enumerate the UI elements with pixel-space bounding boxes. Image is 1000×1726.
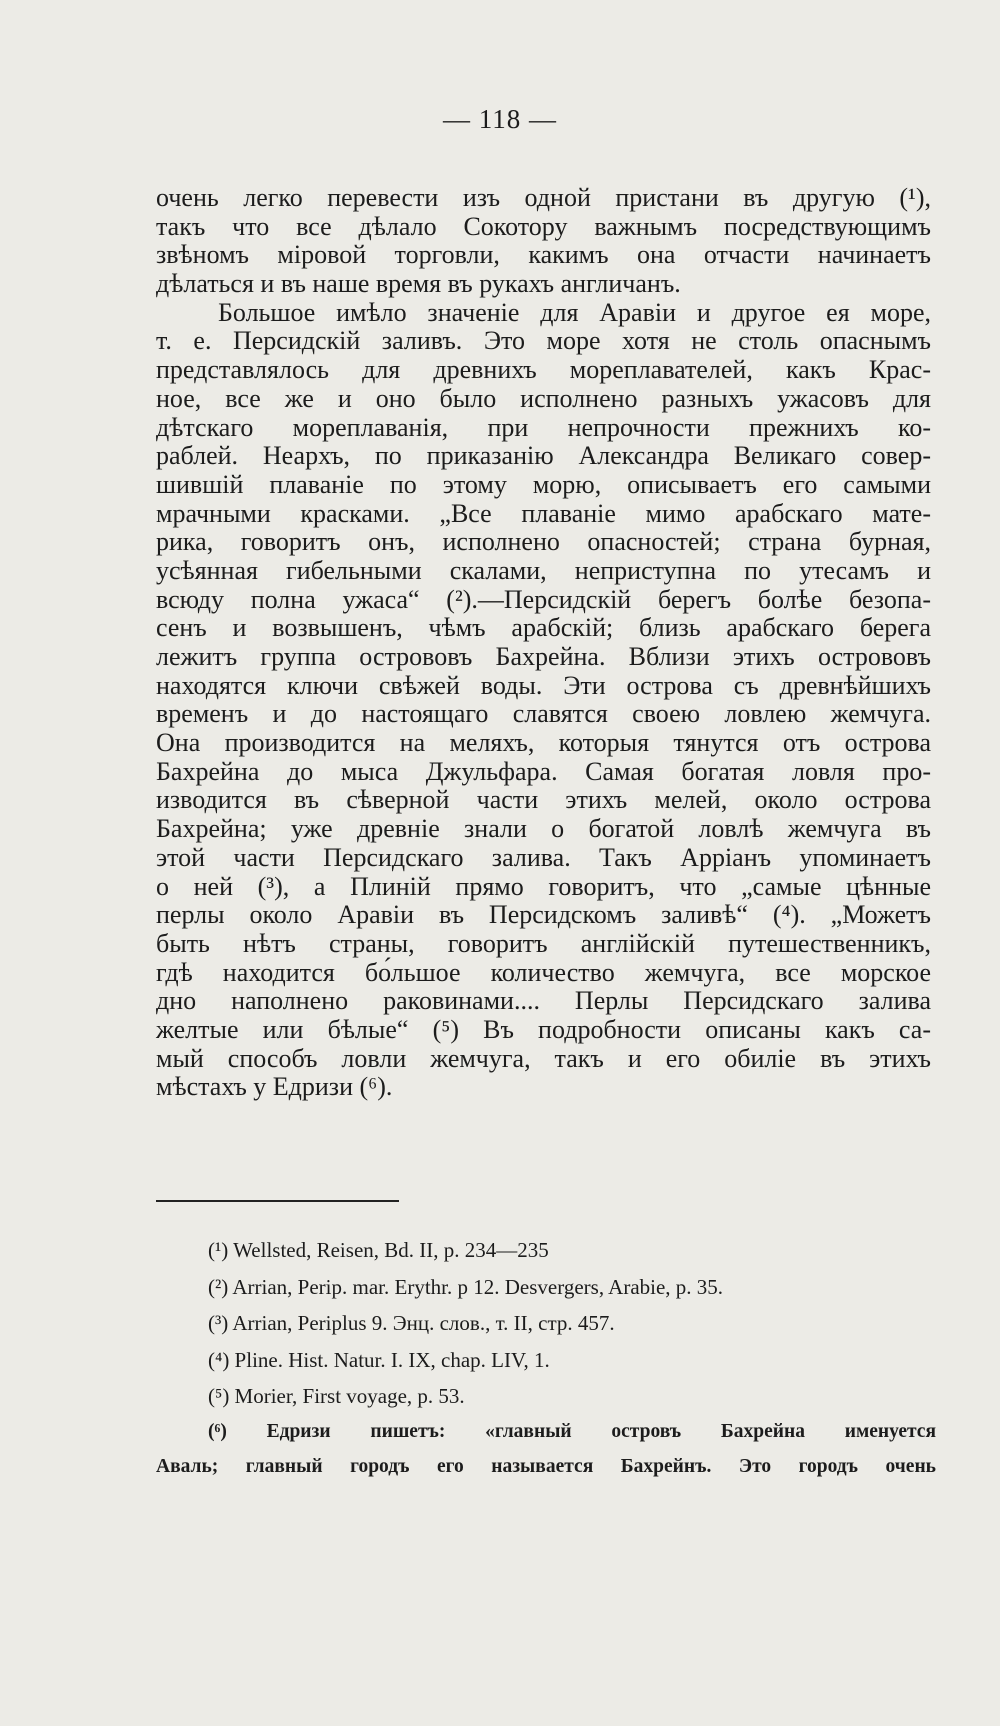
footnote-6-line: Аваль; главный городъ его называется Бахрейнъ. Это городъ очень [156,1456,936,1477]
text-line: звѣномъ міровой торговли, какимъ она отчасти начинаетъ [156,240,931,270]
text-line: перлы около Аравіи въ Персидскомъ заливѣ“ (⁴). „Можетъ [156,900,931,930]
footnote-2: (²) Arrian, Perip. mar. Erythr. p 12. Desvergers, Arabie, p. 35. [208,1274,724,1299]
text-line: желтые или бѣлые“ (⁵) Въ подробности описаны какъ са- [156,1014,931,1044]
text-line: ное, все же и оно было исполнено разныхъ ужасовъ для [156,383,931,413]
footnote-3: (³) Arrian, Periplus 9. Энц. слов., т. II, стр. 457. [208,1311,615,1335]
text-line: Большое имѣло значеніе для Аравіи и другое ея море, [218,297,931,327]
text-line: гдѣ находится бо́льшое количество жемчуга, все морское [156,957,931,987]
text-line: шившій плаваніе по этому морю, описываетъ его самыми [156,469,931,499]
text-line: рика, говоритъ онъ, исполнено опасностей; страна бурная, [156,527,931,557]
footnote-6-line: (⁶) Едризи пишетъ: «главный островъ Бахрейна именуется [208,1421,936,1442]
footnotes [208,1232,935,1415]
main-text [156,184,931,1102]
footnote-separator [156,1200,399,1202]
text-line: лежитъ группа острововъ Бахрейна. Вблизи этихъ острововъ [156,642,931,671]
footnote-4: (⁴) Pline. Hist. Natur. I. IX, chap. LIV, 1. [208,1347,550,1372]
text-line: мрачными красками. „Все плаваніе мимо арабскаго мате- [156,498,931,528]
text-line: временъ и до настоящаго славятся своею ловлею жемчуга. [156,699,931,729]
text-line: дѣтскаго мореплаванія, при непрочности прежнихъ ко- [156,412,931,442]
text-line: находятся ключи свѣжей воды. Эти острова съ древнѣйшихъ [156,670,931,700]
text-line: этой части Персидскаго залива. Такъ Арріанъ упоминаетъ [156,842,931,872]
text-line: раблей. Неархъ, по приказанію Александра Великаго совер- [156,441,931,471]
text-line: сенъ и возвышенъ, чѣмъ арабскій; близь арабскаго берега [156,613,931,643]
text-line: быть нѣтъ страны, говоритъ англійскій путешественникъ, [156,928,931,958]
text-line: усѣянная гибельными скалами, неприступна по утесамъ и [156,555,931,585]
page-number: — 118 — [443,104,557,134]
text-line: мый способъ ловли жемчуга, такъ и его обиліе въ этихъ [156,1043,931,1073]
footnote-5: (⁵) Morier, First voyage, p. 53. [208,1384,465,1408]
text-line: всюду полна ужаса“ (²).—Персидскій берегъ болѣе безопа- [156,584,931,614]
text-line: очень легко перевести изъ одной пристани въ другую (¹), [156,183,931,212]
footnote-1: (¹) Wellsted, Reisen, Bd. II, p. 234—235 [208,1238,549,1262]
text-line: изводится въ сѣверной части этихъ мелей, около острова [156,785,931,815]
text-line: мѣстахъ у Едризи (⁶). [156,1072,393,1102]
text-line: дѣлаться и въ наше время въ рукахъ англичанъ. [156,269,681,299]
text-line: Бахрейна; уже древніе знали о богатой ловлѣ жемчуга въ [156,814,931,844]
text-line: дно наполнено раковинами.... Перлы Персидскаго залива [156,986,931,1016]
text-line: Бахрейна до мыса Джульфара. Самая богатая ловля про- [156,756,931,786]
text-line: представлялось для древнихъ мореплавателей, какъ Крас- [156,355,931,385]
text-line: такъ что все дѣлало Сокотору важнымъ посредствующимъ [156,211,931,241]
text-line: о ней (³), а Плиній прямо говоритъ, что „самые цѣнные [156,871,931,901]
text-line: т. е. Персидскій заливъ. Это море хотя не столь опаснымъ [156,326,931,356]
footnote-6 [156,1414,936,1484]
text-line: Она производится на меляхъ, которыя тянутся отъ острова [156,728,931,758]
